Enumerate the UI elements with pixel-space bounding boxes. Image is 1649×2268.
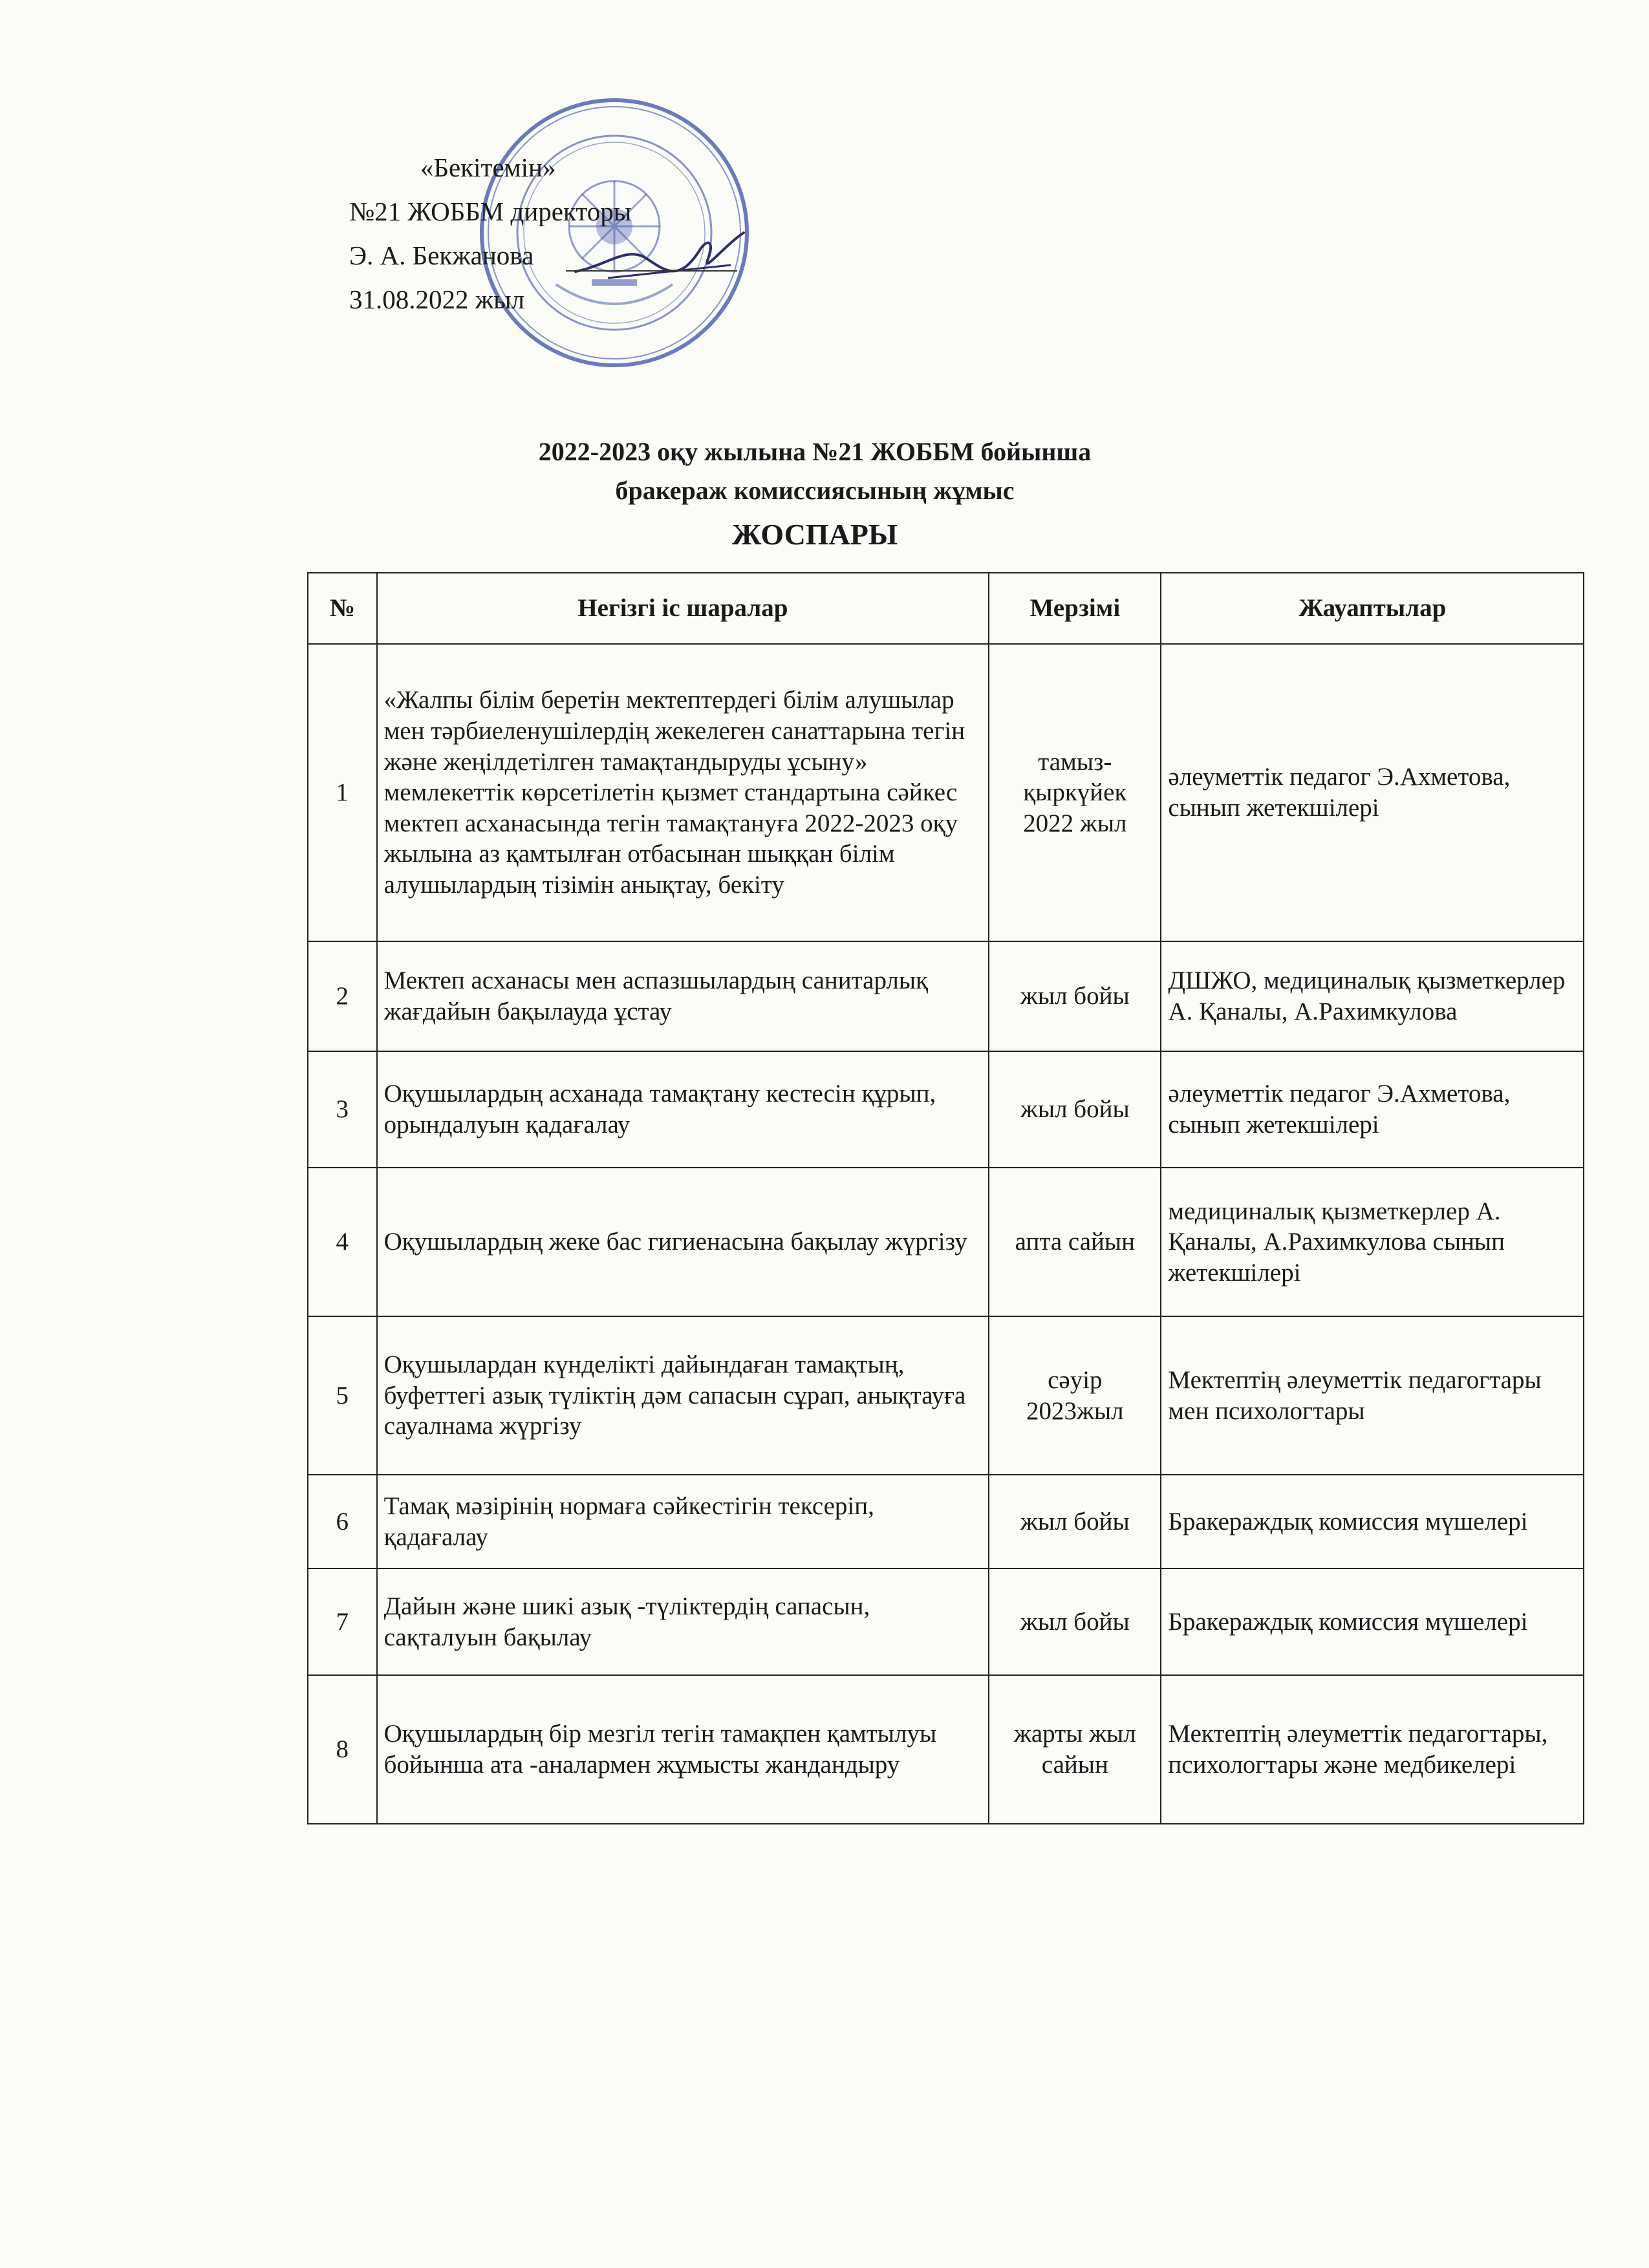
table-row — [308, 1568, 1584, 1675]
row-event: Оқушылардың бір мезгіл тегін тамақпен қамтылуы бойынша ата -аналармен жұмысты жандандыру — [377, 1675, 989, 1824]
row-number: 1 — [308, 644, 377, 941]
row-deadline: жарты жыл сайын — [989, 1675, 1161, 1824]
row-event: Мектеп асханасы мен аспазшылардың санитарлық жағдайын бақылауда ұстау — [377, 941, 989, 1051]
row-deadline: сәуір 2023жыл — [989, 1316, 1161, 1475]
plan-table — [307, 572, 1584, 1824]
table-row — [308, 941, 1584, 1051]
row-responsible: медициналық қызметкерлер А. Қаналы, А.Рахимкулова сынып жетекшілері — [1161, 1168, 1584, 1316]
row-responsible: Мектептің әлеуметтік педагогтары, психологтары және медбикелері — [1161, 1675, 1584, 1824]
document-title-line2: бракераж комиссиясының жұмыс — [615, 476, 1015, 505]
row-deadline: жыл бойы — [989, 1051, 1161, 1168]
approval-director-name: Э. А. Бекжанова — [349, 241, 534, 270]
table-row — [308, 1675, 1584, 1824]
row-event: Оқушылардың асханада тамақтану кестесін құрып, орындалуын қадағалау — [377, 1051, 989, 1168]
table-row — [308, 1051, 1584, 1168]
row-number: 7 — [308, 1568, 377, 1675]
table-header-row — [308, 573, 1584, 644]
row-responsible: ДШЖО, медициналық қызметкерлер А. Қаналы, А.Рахимкулова — [1161, 941, 1584, 1051]
document-title-line3: ЖОСПАРЫ — [731, 518, 898, 551]
row-responsible: Мектептің әлеуметтік педагогтары мен психологтары — [1161, 1316, 1584, 1475]
header-responsible: Жауаптылар — [1161, 573, 1584, 644]
table-row — [308, 1475, 1584, 1568]
row-number: 8 — [308, 1675, 377, 1824]
row-event: Дайын және шикі азық -түліктердің сапасын, сақталуын бақылау — [377, 1568, 989, 1675]
row-responsible: әлеуметтік педагог Э.Ахметова, сынып жетекшілері — [1161, 644, 1584, 941]
row-number: 3 — [308, 1051, 377, 1168]
table-row — [308, 1168, 1584, 1316]
row-event: «Жалпы білім беретін мектептердегі білім алушылар мен тәрбиеленушілердің жекелеген санаттарына тегін және жеңілдетілген тамақтандыруды ұсыну» мемлекеттік көрсетілетін қызмет стандартына сәйкес мектеп асханасында тегін тамақтануға 2022-2023 оқу жылына аз қамтылған отбасынан шыққан білім алушылардың тізімін анықтау, бекіту — [377, 644, 989, 941]
header-deadline: Мерзімі — [989, 573, 1161, 644]
approval-label: «Бекітемін» — [420, 153, 556, 182]
row-number: 2 — [308, 941, 377, 1051]
row-deadline: жыл бойы — [989, 1475, 1161, 1568]
row-number: 4 — [308, 1168, 377, 1316]
row-responsible: әлеуметтік педагог Э.Ахметова, сынып жетекшілері — [1161, 1051, 1584, 1168]
row-event: Оқушылардың жеке бас гигиенасына бақылау жүргізу — [377, 1168, 989, 1316]
signature-line — [566, 270, 737, 272]
row-deadline: апта сайын — [989, 1168, 1161, 1316]
row-event: Тамақ мәзірінің нормаға сәйкестігін тексеріп, қадағалау — [377, 1475, 989, 1568]
row-responsible: Бракераждық комиссия мүшелері — [1161, 1568, 1584, 1675]
header-number: № — [308, 573, 377, 644]
row-deadline: жыл бойы — [989, 1568, 1161, 1675]
approval-block — [349, 145, 631, 321]
table-row — [308, 644, 1584, 941]
approval-director-position: №21 ЖОББМ директоры — [349, 197, 632, 226]
header-event: Негізгі іс шаралар — [377, 573, 989, 644]
row-event: Оқушылардан күнделікті дайындаған тамақтың, буфеттегі азық түліктің дәм сапасын сұрап, анықтауға сауалнама жүргізу — [377, 1316, 989, 1475]
table-row — [308, 1316, 1584, 1475]
approval-date: 31.08.2022 жыл — [349, 284, 525, 314]
row-deadline: жыл бойы — [989, 941, 1161, 1051]
row-number: 6 — [308, 1475, 377, 1568]
document-title-line1: 2022-2023 оқу жылына №21 ЖОББМ бойынша — [538, 437, 1092, 466]
row-number: 5 — [308, 1316, 377, 1475]
row-deadline: тамыз-қыркүйек 2022 жыл — [989, 644, 1161, 941]
row-responsible: Бракераждық комиссия мүшелері — [1161, 1475, 1584, 1568]
